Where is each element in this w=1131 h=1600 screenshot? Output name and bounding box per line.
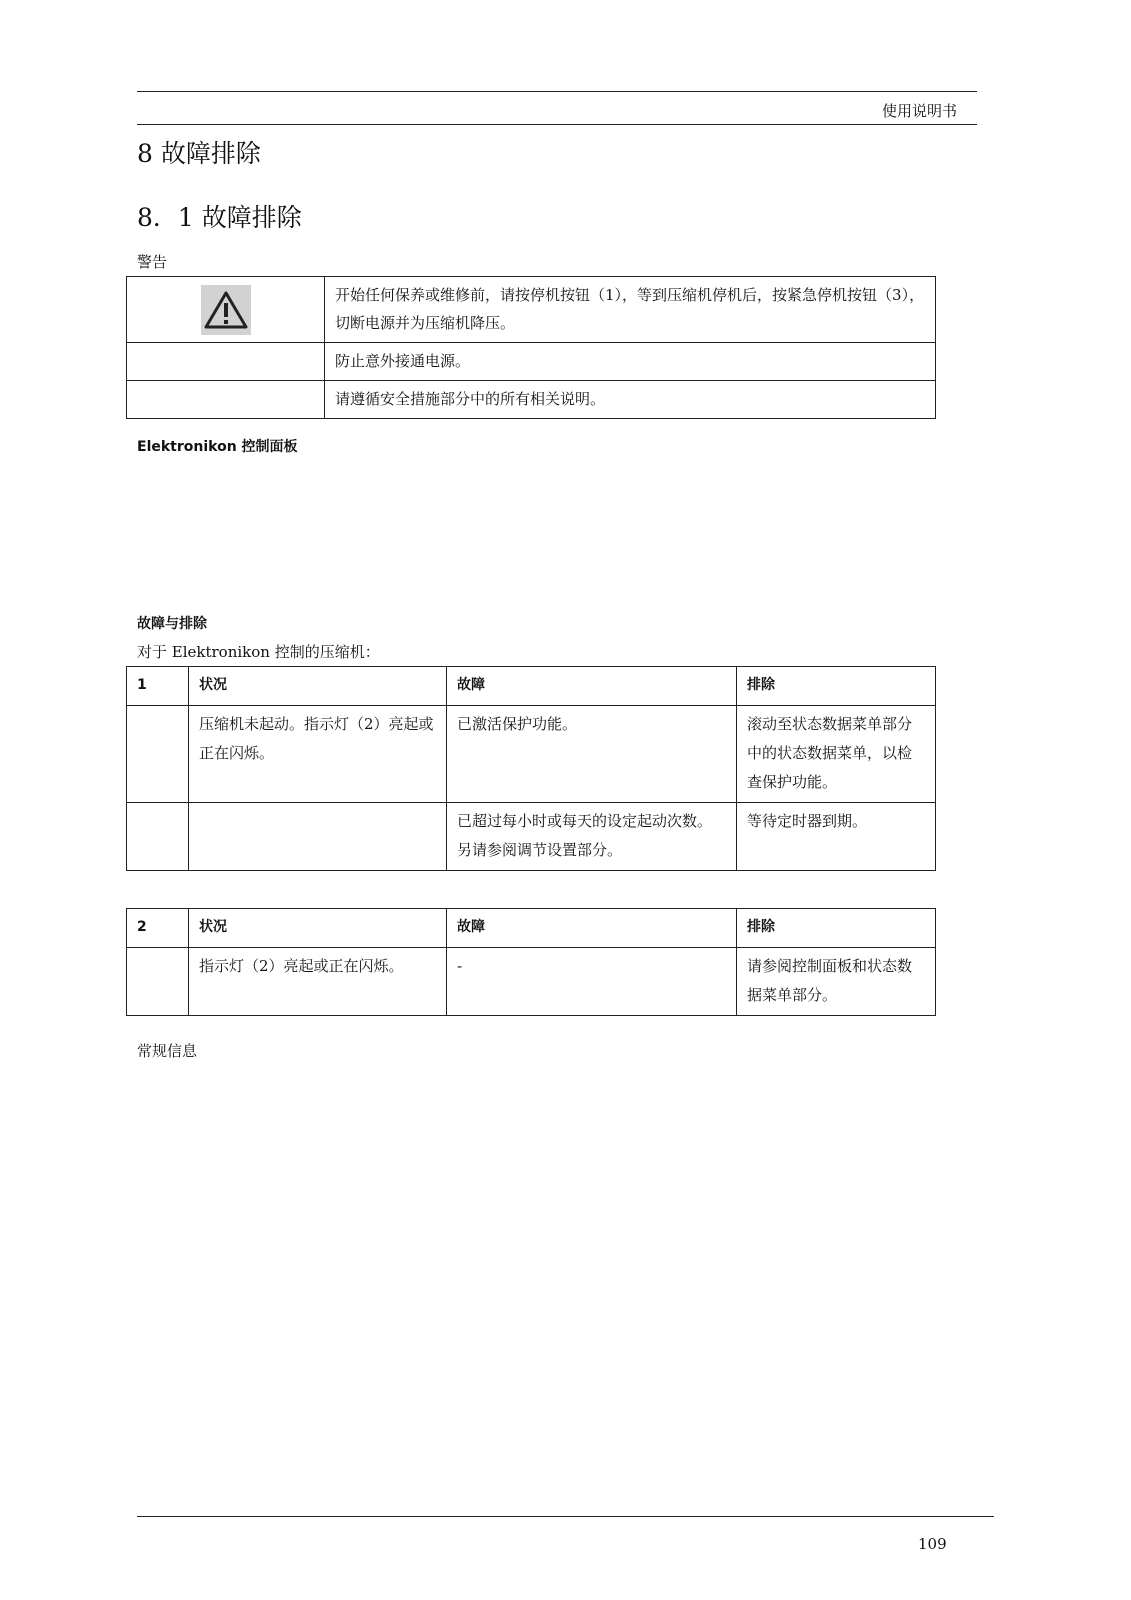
table-row: [127, 381, 936, 419]
header-bottom-rule: [137, 124, 977, 125]
warning-empty-cell: [127, 343, 325, 381]
empty-cell: [127, 948, 189, 1016]
warning-text-cell: 防止意外接通电源。: [325, 343, 936, 381]
condition-cell: 压缩机未起动。指示灯（2）亮起或正在闪烁。: [189, 706, 447, 803]
warning-text-cell: 请遵循安全措施部分中的所有相关说明。: [325, 381, 936, 419]
column-header-remedy: 排除: [737, 909, 936, 948]
table-row: [127, 948, 936, 1016]
column-header-condition: 状况: [189, 909, 447, 948]
empty-cell: [127, 803, 189, 871]
panel-title: Elektronikon 控制面板: [137, 439, 298, 455]
warning-empty-cell: [127, 381, 325, 419]
warning-text-cell: 开始任何保养或维修前，请按停机按钮（1），等到压缩机停机后，按紧急停机按钮（3），切断电源并为压缩机降压。: [325, 277, 936, 343]
warning-triangle-icon: [201, 285, 251, 335]
table-number: 2: [127, 909, 189, 948]
column-header-condition: 状况: [189, 667, 447, 706]
remedy-cell: 等待定时器到期。: [737, 803, 936, 871]
column-header-remedy: 排除: [737, 667, 936, 706]
footer-rule: [137, 1516, 994, 1517]
troubleshooting-table-2: [126, 908, 936, 1016]
table-header-row: [127, 667, 936, 706]
table-header-row: [127, 909, 936, 948]
warning-label: 警告: [137, 253, 168, 271]
table-row: [127, 706, 936, 803]
page-number: 109: [918, 1535, 947, 1553]
chapter-title: 8 故障排除: [137, 139, 261, 168]
troubleshooting-title: 故障与排除: [137, 616, 207, 632]
condition-cell: 指示灯（2）亮起或正在闪烁。: [189, 948, 447, 1016]
column-header-fault: 故障: [447, 909, 737, 948]
table-row: [127, 277, 936, 343]
column-header-fault: 故障: [447, 667, 737, 706]
remedy-cell: 请参阅控制面板和状态数据菜单部分。: [737, 948, 936, 1016]
table-row: [127, 803, 936, 871]
table-number: 1: [127, 667, 189, 706]
fault-cell: 已激活保护功能。: [447, 706, 737, 803]
warning-table: [126, 276, 936, 419]
fault-cell: 已超过每小时或每天的设定起动次数。 另请参阅调节设置部分。: [447, 803, 737, 871]
section-title: 8．1 故障排除: [137, 203, 302, 232]
troubleshooting-intro: 对于 Elektronikon 控制的压缩机：: [137, 643, 380, 661]
condition-cell: [189, 803, 447, 871]
warning-icon-cell: [127, 277, 325, 343]
troubleshooting-table-1: [126, 666, 936, 871]
general-info-title: 常规信息: [137, 1042, 198, 1060]
fault-cell: -: [447, 948, 737, 1016]
remedy-cell: 滚动至状态数据菜单部分中的状态数据菜单，以检查保护功能。: [737, 706, 936, 803]
header-top-rule: [137, 91, 977, 92]
empty-cell: [127, 706, 189, 803]
table-row: [127, 343, 936, 381]
header-title: 使用说明书: [881, 102, 957, 120]
